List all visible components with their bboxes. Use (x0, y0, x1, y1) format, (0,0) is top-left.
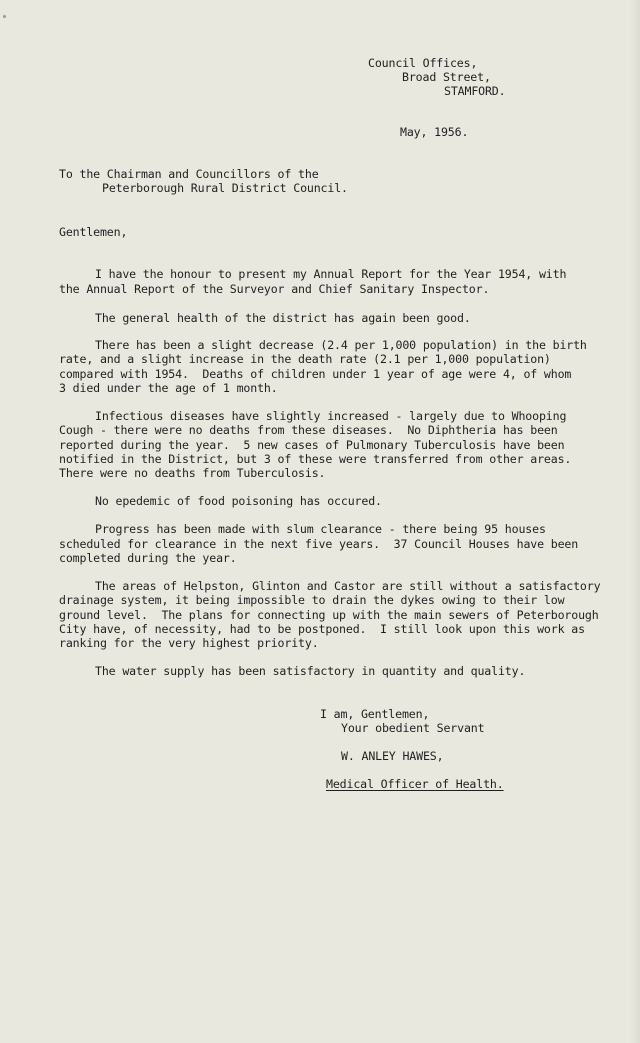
recipient-line: To the Chairman and Councillors of the (59, 167, 319, 181)
paragraph-line: ground level. The plans for connecting up with the main sewers of Peterborough (59, 608, 599, 622)
address-line: Council Offices, (368, 56, 478, 70)
signature: W. ANLEY HAWES, (341, 749, 444, 763)
paragraph-line: compared with 1954. Deaths of children under 1 year of age were 4, of whom (59, 367, 572, 381)
signatory-title: Medical Officer of Health. (326, 777, 504, 791)
paragraph-line: No epedemic of food poisoning has occured. (95, 494, 382, 508)
paragraph-line: 3 died under the age of 1 month. (59, 381, 278, 395)
paragraph-line: the Annual Report of the Surveyor and Chief Sanitary Inspector. (59, 282, 490, 296)
paragraph-line: Infectious diseases have slightly increased - largely due to Whooping (95, 409, 567, 423)
paragraph-line: Progress has been made with slum clearance - there being 95 houses (95, 522, 546, 536)
paragraph-line: scheduled for clearance in the next five years. 37 Council Houses have been (59, 537, 579, 551)
paragraph-line: rate, and a slight increase in the death rate (2.1 per 1,000 population) (59, 352, 551, 366)
closing-line: I am, Gentlemen, (320, 707, 430, 721)
paragraph-line: completed during the year. (59, 551, 237, 565)
address-line: STAMFORD. (444, 84, 506, 98)
page-edge (630, 0, 640, 1043)
paragraph-line: ranking for the very highest priority. (59, 636, 319, 650)
recipient-line: Peterborough Rural District Council. (102, 181, 348, 195)
letter-date: May, 1956. (400, 125, 469, 139)
paragraph-line: reported during the year. 5 new cases of Pulmonary Tuberculosis have been (59, 438, 565, 452)
paragraph-line: There has been a slight decrease (2.4 per 1,000 population) in the birth (95, 338, 587, 352)
paper-speck (3, 15, 6, 18)
paragraph-line: City have, of necessity, had to be postponed. I still look upon this work as (59, 622, 585, 636)
salutation: Gentlemen, (59, 225, 128, 239)
paragraph-line: There were no deaths from Tuberculosis. (59, 466, 326, 480)
paragraph-line: drainage system, it being impossible to drain the dykes owing to their low (59, 593, 565, 607)
paragraph-line: The areas of Helpston, Glinton and Castor are still without a satisfactory (95, 579, 601, 593)
closing-line: Your obedient Servant (341, 721, 485, 735)
paragraph-line: The general health of the district has again been good. (95, 311, 471, 325)
address-line: Broad Street, (402, 70, 491, 84)
paragraph-line: The water supply has been satisfactory in quantity and quality. (95, 664, 526, 678)
paragraph-line: Cough - there were no deaths from these diseases. No Diphtheria has been (59, 423, 558, 437)
paragraph-line: I have the honour to present my Annual Report for the Year 1954, with (95, 267, 567, 281)
paragraph-line: notified in the District, but 3 of these were transferred from other areas. (59, 452, 572, 466)
